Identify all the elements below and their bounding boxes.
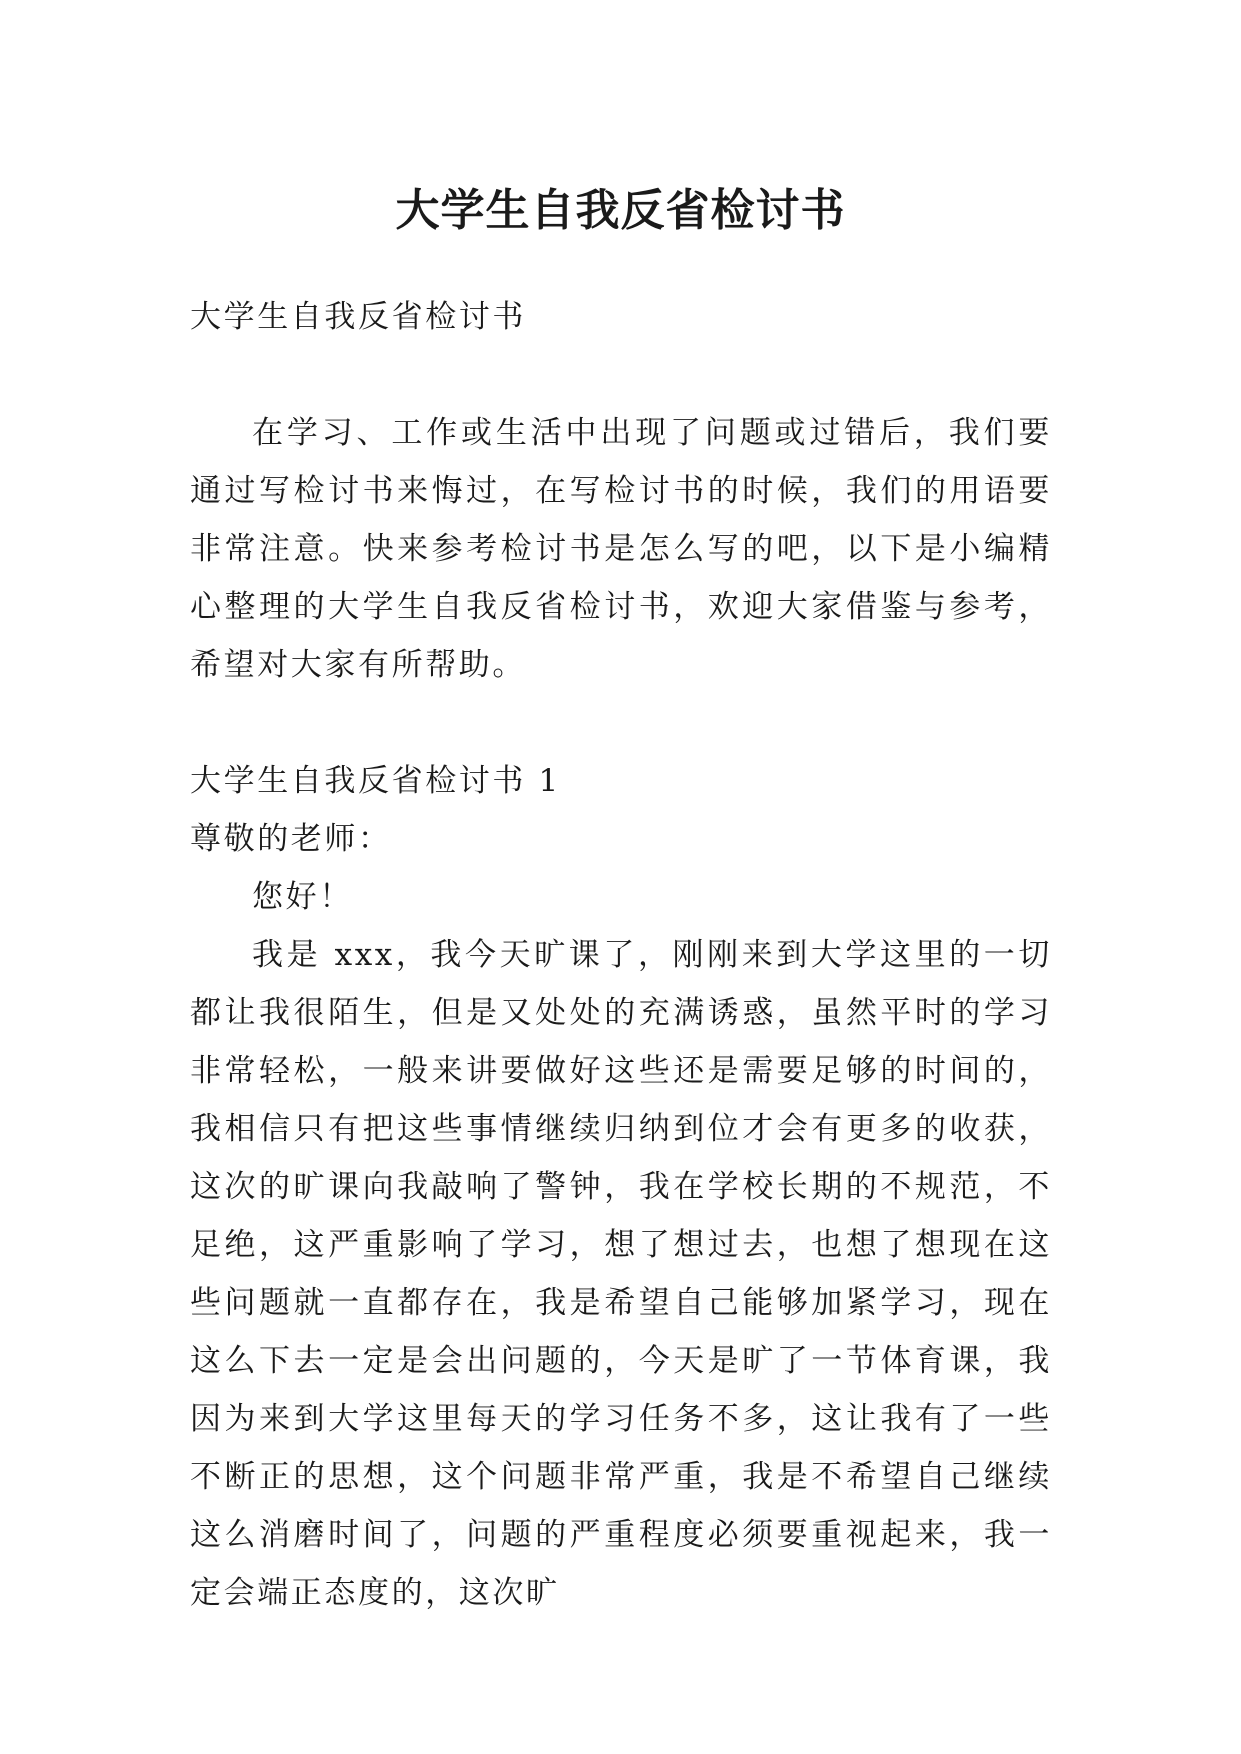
section-heading: 大学生自我反省检讨书 1 — [190, 763, 561, 799]
document-content — [190, 288, 1052, 1622]
greeting: 您好！ — [252, 879, 353, 915]
document-subtitle: 大学生自我反省检讨书 — [190, 299, 526, 335]
document-title: 大学生自我反省检讨书 — [395, 185, 846, 237]
salutation: 尊敬的老师： — [190, 821, 392, 857]
intro-paragraph: 在学习、工作或生活中出现了问题或过错后，我们要通过写检讨书来悔过，在写检讨书的时候，我们的用语要非常注意。快来参考检讨书是怎么写的吧，以下是小编精心整理的大学生自我反省检讨书，欢迎大家借鉴与参考，希望对大家有所帮助。 — [190, 415, 1052, 683]
body-paragraph: 我是 xxx，我今天旷课了，刚刚来到大学这里的一切都让我很陌生，但是又处处的充满诱惑，虽然平时的学习非常轻松，一般来讲要做好这些还是需要足够的时间的，我相信只有把这些事情继续归纳到位才会有更多的收获，这次的旷课向我敲响了警钟，我在学校长期的不规范，不足绝，这严重影响了学习，想了想过去，也想了想现在这些问题就一直都存在，我是希望自己能够加紧学习，现在这么下去一定是会出问题的，今天是旷了一节体育课，我因为来到大学这里每天的学习任务不多，这让我有了一些不断正的思想，这个问题非常严重，我是不希望自己继续这么消磨时间了，问题的严重程度必须要重视起来，我一定会端正态度的，这次旷 — [190, 937, 1052, 1611]
